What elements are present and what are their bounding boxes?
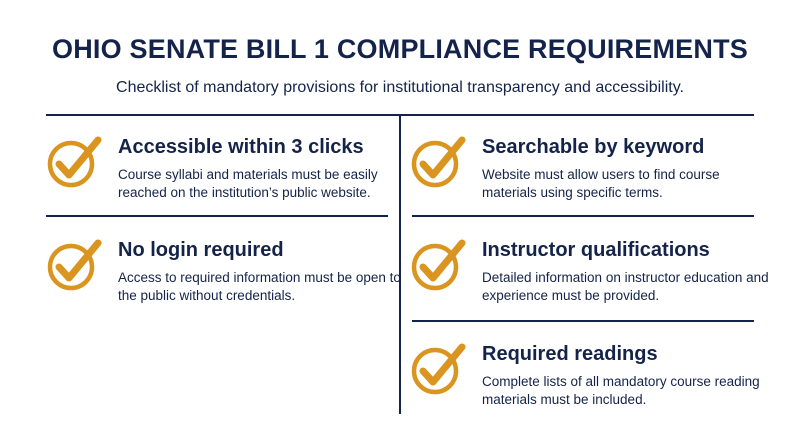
checklist-item [410, 341, 760, 431]
item-title: Accessible within 3 clicks [118, 136, 364, 158]
checklist-item [46, 237, 401, 327]
page-subtitle: Checklist of mandatory provisions for institutional transparency and accessibility. [116, 79, 684, 96]
checkmark-circle-icon [410, 341, 466, 397]
page-title: OHIO SENATE BILL 1 COMPLIANCE REQUIREMENTS [52, 34, 748, 64]
item-title: Instructor qualifications [482, 239, 710, 261]
center-divider [399, 114, 401, 414]
item-description: Course syllabi and materials must be easily reached on the institution’s public website. [118, 167, 378, 200]
checklist-item [410, 237, 769, 327]
checklist-item [46, 134, 386, 224]
checkmark-circle-icon [46, 134, 102, 190]
item-description: Complete lists of all mandatory course reading materials must be included. [482, 374, 760, 407]
item-description: Access to required information must be open to the public without credentials. [118, 270, 401, 303]
item-description: Detailed information on instructor education and experience must be provided. [482, 270, 769, 303]
item-title: Searchable by keyword [482, 136, 705, 158]
checkmark-circle-icon [46, 237, 102, 293]
item-description: Website must allow users to find course materials using specific terms. [482, 167, 720, 200]
item-title: Required readings [482, 343, 658, 365]
checkmark-circle-icon [410, 134, 466, 190]
checkmark-circle-icon [410, 237, 466, 293]
checklist-item [410, 134, 750, 224]
item-title: No login required [118, 239, 284, 261]
